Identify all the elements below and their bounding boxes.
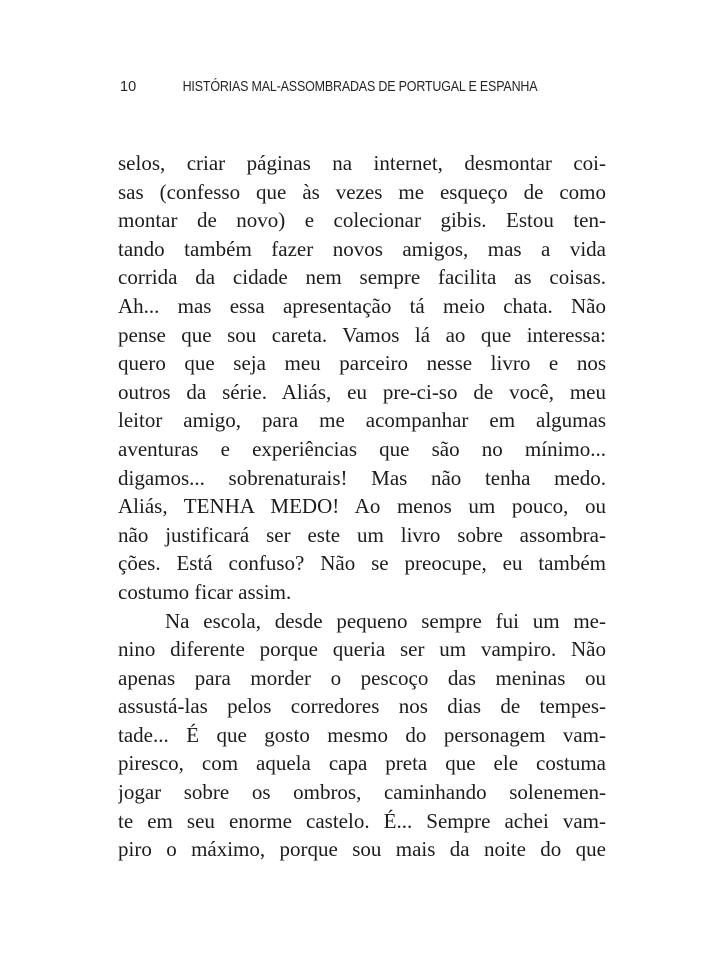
body-text: [118, 149, 606, 864]
text-line: piresco, com aquela capa preta que ele costuma: [118, 751, 606, 776]
page-number: 10: [120, 79, 137, 95]
text-line: ções. Está confuso? Não se preocupe, eu também: [118, 551, 606, 576]
text-line: digamos... sobrenaturais! Mas não tenha medo.: [118, 465, 606, 490]
running-title: HISTÓRIAS MAL-ASSOMBRADAS DE PORTUGAL E ESPANHA: [182, 79, 538, 95]
text-line: nino diferente porque queria ser um vampiro. Não: [118, 637, 606, 662]
text-line: selos, criar páginas na internet, desmontar coi-: [118, 151, 606, 175]
text-line: Ah... mas essa apresentação tá meio chata. Não: [118, 293, 606, 318]
text-line: te em seu enorme castelo. É... Sempre achei vam-: [118, 808, 606, 833]
page-header: [0, 79, 720, 95]
text-line: quero que seja meu parceiro nesse livro e nos: [118, 351, 606, 376]
text-line: corrida da cidade nem sempre facilita as coisas.: [118, 265, 606, 290]
text-line: pense que sou careta. Vamos lá ao que interessa:: [118, 322, 606, 347]
text-line: assustá-las pelos corredores nos dias de tempes-: [118, 694, 606, 719]
text-line: leitor amigo, para me acompanhar em algumas: [118, 408, 606, 433]
text-line: outros da série. Aliás, eu pre-ci-so de você, meu: [118, 379, 606, 404]
text-line: piro o máximo, porque sou mais da noite do que: [118, 837, 606, 862]
text-line: Na escola, desde pequeno sempre fui um me-: [165, 608, 606, 633]
text-line: tade... É que gosto mesmo do personagem vam-: [118, 722, 606, 747]
text-line: costumo ficar assim.: [118, 579, 292, 604]
text-line: Aliás, TENHA MEDO! Ao menos um pouco, ou: [118, 494, 606, 519]
text-line: apenas para morder o pescoço das meninas ou: [118, 665, 606, 690]
text-line: jogar sobre os ombros, caminhando solenemen-: [118, 780, 606, 805]
text-line: montar de novo) e colecionar gibis. Estou ten-: [118, 208, 606, 233]
text-line: sas (confesso que às vezes me esqueço de como: [118, 179, 606, 204]
text-line: não justificará ser este um livro sobre assombra-: [118, 522, 606, 547]
text-line: aventuras e experiências que são no mínimo...: [118, 436, 606, 461]
text-line: tando também fazer novos amigos, mas a vida: [118, 236, 606, 261]
